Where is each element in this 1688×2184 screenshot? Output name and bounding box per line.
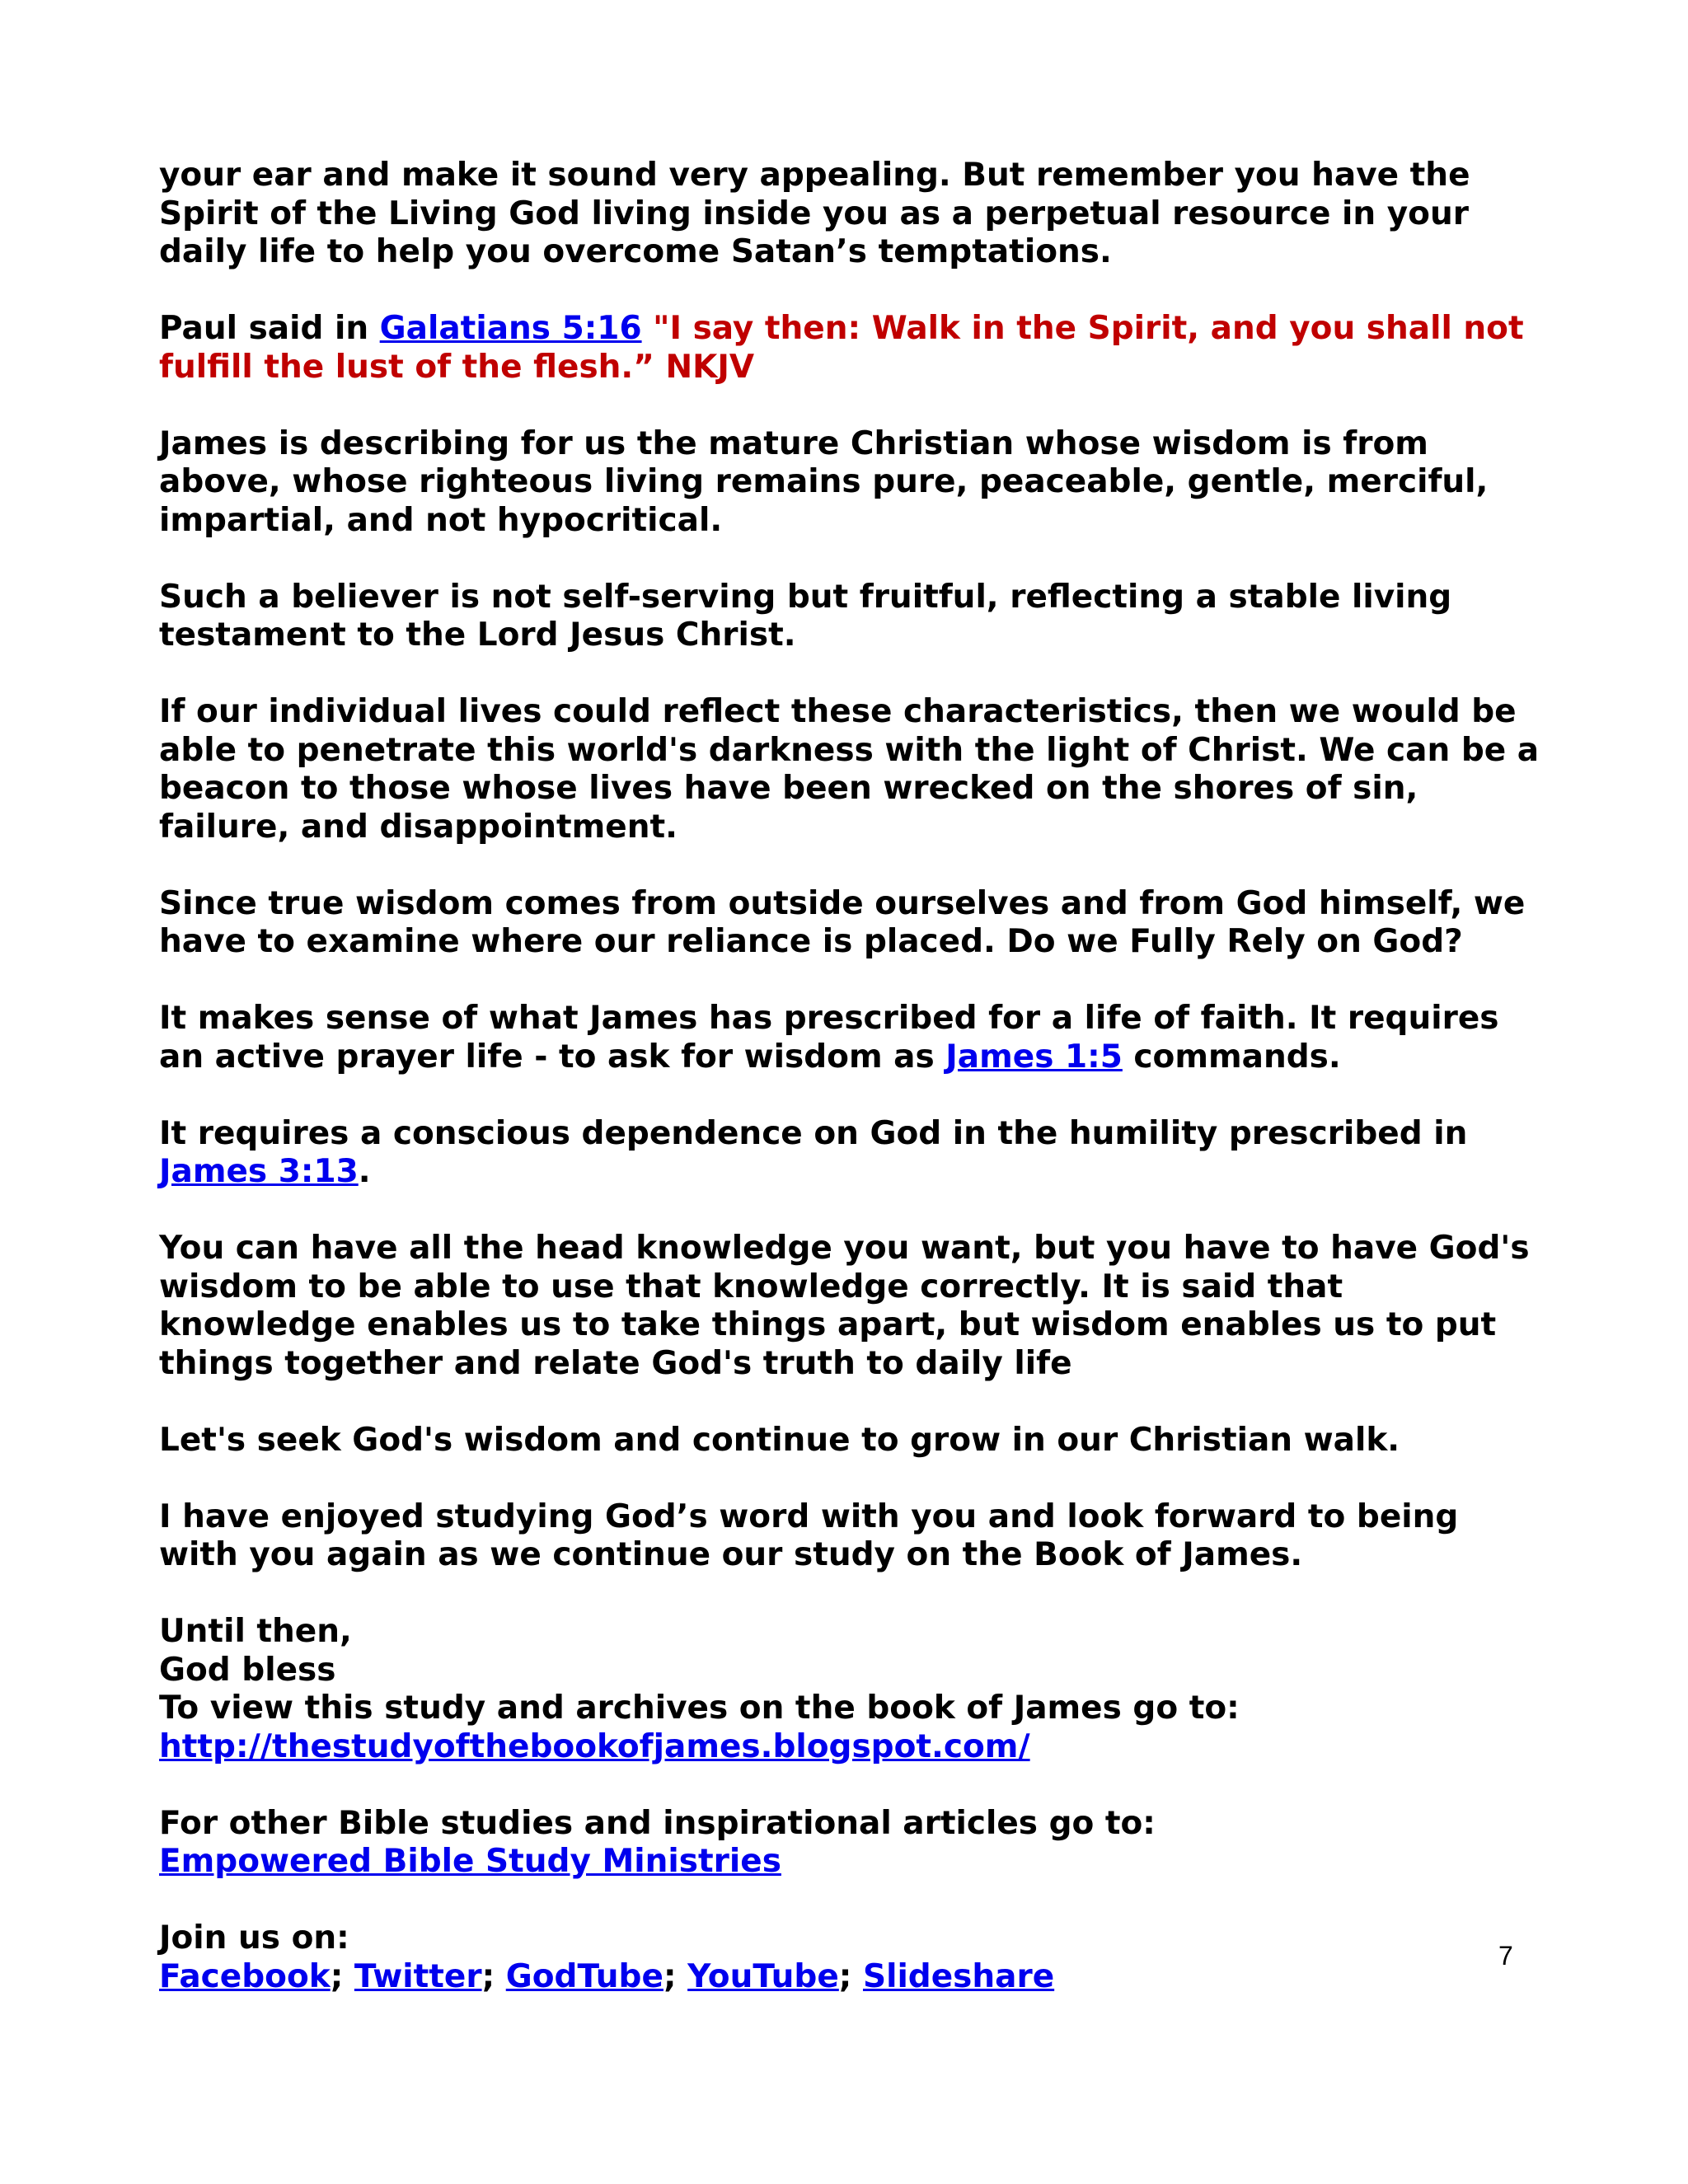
galatians-intro: Paul said in <box>159 310 380 347</box>
social-separator: ; <box>481 1957 506 1995</box>
paragraph-spirit-resource: your ear and make it sound very appealing. But remember you have the Spirit of the Living God living inside you as a perpetual resource in your daily life to help you overcome Satan’s temptations. <box>159 157 1470 270</box>
closing-until-then: Until then, <box>159 1613 352 1650</box>
social-separator: ; <box>838 1957 863 1995</box>
link-blog-url[interactable]: http://thestudyofthebookofjames.blogspot.com/ <box>159 1727 1030 1765</box>
humility-suffix: . <box>358 1153 371 1190</box>
social-separator: ; <box>330 1957 354 1995</box>
link-twitter[interactable]: Twitter <box>354 1957 482 1995</box>
link-empowered-ministries[interactable]: Empowered Bible Study Ministries <box>159 1843 781 1880</box>
paragraph-galatians-quote <box>159 310 1544 387</box>
paragraph-enjoyed-studying: I have enjoyed studying God’s word with you and look forward to being with you again as we continue our study on the Book of James. <box>159 1497 1459 1573</box>
other-studies-text: For other Bible studies and inspirational articles go to: <box>159 1804 1156 1842</box>
closing-god-bless: God bless <box>159 1651 336 1689</box>
paragraph-light-of-christ: If our individual lives could reflect these characteristics, then we would be able to penetrate this world's darkness with the light of Christ. We can be a beacon to those whose lives have been wrecked on the shores of sin, failure, and disappointment. <box>159 693 1540 846</box>
blog-link-line <box>159 1728 1544 1767</box>
link-facebook[interactable]: Facebook <box>159 1957 331 1995</box>
humility-text: It requires a conscious dependence on God in the humility prescribed in <box>159 1114 1468 1152</box>
prayer-life-text: It makes sense of what James has prescribed for a life of faith. It requires an active prayer life - to ask for wisdom as <box>159 1000 1499 1076</box>
join-us-text: Join us on: <box>159 1919 349 1957</box>
ministry-link-line <box>159 1843 1544 1882</box>
link-galatians-5-16[interactable]: Galatians 5:16 <box>379 310 642 347</box>
link-james-3-13[interactable]: James 3:13 <box>159 1153 359 1190</box>
paragraph-fruitful-believer: Such a believer is not self-serving but fruitful, reflecting a stable living testament to the Lord Jesus Christ. <box>159 578 1452 654</box>
link-godtube[interactable]: GodTube <box>505 1957 663 1995</box>
link-youtube[interactable]: YouTube <box>687 1957 839 1995</box>
paragraph-humility <box>159 1115 1544 1192</box>
prayer-life-suffix: commands. <box>1122 1038 1341 1076</box>
link-slideshare[interactable]: Slideshare <box>862 1957 1055 1995</box>
page-body <box>159 157 1544 1996</box>
paragraph-head-knowledge: You can have all the head knowledge you want, but you have to have God's wisdom to be able to use that knowledge correctly. It is said that knowledge enables us to take things apart, but wisdom enables us to put things together and relate God's truth to daily life <box>159 1230 1530 1382</box>
social-separator: ; <box>663 1957 688 1995</box>
scripture-quote: "I say then: Walk in the Spirit, and you shall not fulfill the lust of the flesh.” NKJV <box>159 310 1524 386</box>
paragraph-seek-wisdom: Let's seek God's wisdom and continue to grow in our Christian walk. <box>159 1421 1400 1459</box>
archive-instructions: To view this study and archives on the book of James go to: <box>159 1690 1240 1727</box>
link-james-1-5[interactable]: James 1:5 <box>945 1038 1123 1076</box>
page-number: 7 <box>1498 1941 1513 1971</box>
paragraph-mature-christian: James is describing for us the mature Christian whose wisdom is from above, whose righteous living remains pure, peaceable, gentle, merciful, impartial, and not hypocritical. <box>159 424 1489 539</box>
paragraph-prayer-life <box>159 1000 1544 1076</box>
paragraph-true-wisdom: Since true wisdom comes from outside ourselves and from God himself, we have to examine where our reliance is placed. Do we Fully Rely on God? <box>159 884 1526 960</box>
social-links-row <box>159 1958 1544 1997</box>
